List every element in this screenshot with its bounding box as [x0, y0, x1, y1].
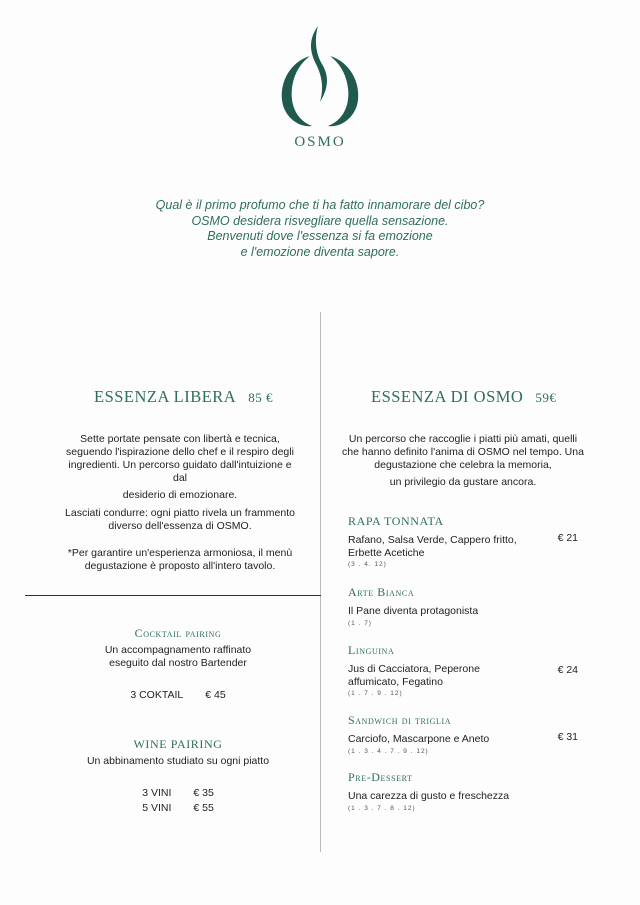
wine-pairing-title: WINE PAIRING	[133, 737, 223, 751]
menu-description: Sette portate pensate con libertà e tecnica, seguendo l'ispirazione dello chef e il respiro degli ingredienti. Un percorso guidato dall'intuizione e dal desiderio di emozionare.	[66, 433, 294, 501]
menu-price: 59€	[535, 390, 557, 405]
cocktail-pairing-desc: Un accompagnamento raffinato eseguito dal nostro Bartender	[104, 644, 252, 669]
intro-line: OSMO desidera risvegliare quella sensazione.	[191, 213, 449, 228]
wine-pairing-desc: Un abbinamento studiato su ogni piatto	[86, 755, 270, 767]
cocktail-row: 3 COKTAIL € 45	[130, 689, 226, 701]
dish-item: RAPA TONNATA € 21 Rafano, Salsa Verde, Cappero fritto, Erbette Acetiche (3 . 4. 12)	[348, 514, 578, 568]
menu-description-2: Lasciati condurre: ogni piatto rivela un frammento diverso dell'essenza di OSMO.	[65, 507, 295, 532]
intro-line: Qual è il primo profumo che ti ha fatto innamorare del cibo?	[155, 198, 485, 212]
column-divider	[320, 312, 321, 852]
left-description-block	[62, 433, 298, 573]
brand-name: OSMO	[294, 134, 346, 150]
osmo-logo	[270, 22, 370, 132]
menu-price: 85 €	[248, 390, 273, 405]
menu-title-essenza-di-osmo: ESSENZA DI OSMO 59€	[371, 387, 557, 406]
intro-line: Benvenuti dove l'essenza si fa emozione	[207, 229, 433, 243]
section-divider	[25, 595, 321, 596]
wine-row: 3 VINI € 35	[142, 787, 214, 799]
menu-title-essenza-libera: ESSENZA LIBERA 85 €	[94, 387, 273, 406]
intro-text	[100, 198, 540, 260]
wine-row: 5 VINI € 55	[142, 802, 214, 814]
dish-item: Sandwich di triglia € 31 Carciofo, Mascarpone e Aneto (1 . 3 . 4 . 7 . 9 . 12)	[348, 713, 578, 755]
dish-item: Arte Bianca Il Pane diventa protagonista (1 . 7)	[348, 585, 479, 627]
dish-item: Linguina € 24 Jus di Cacciatora, Peperone affumicato, Fegatino (1 . 7 . 9 . 12)	[348, 643, 578, 697]
menu-note: *Per garantire un'esperienza armoniosa, il menù degustazione è proposto all'intero tavolo.	[67, 547, 293, 572]
menu-description: Un percorso che raccoglie i piatti più amati, quelli che hanno definito l'anima di OSMO nel tempo. Una degustazione che celebra la memoria, un privilegio da gustare ancora.	[342, 433, 584, 488]
intro-line: e l'emozione diventa sapore.	[240, 244, 400, 259]
cocktail-pairing-title: Cocktail pairing	[134, 626, 222, 640]
dish-item: Pre-Dessert Una carezza di gusto e freschezza (1 . 3 . 7 . 8 . 12)	[348, 770, 510, 812]
